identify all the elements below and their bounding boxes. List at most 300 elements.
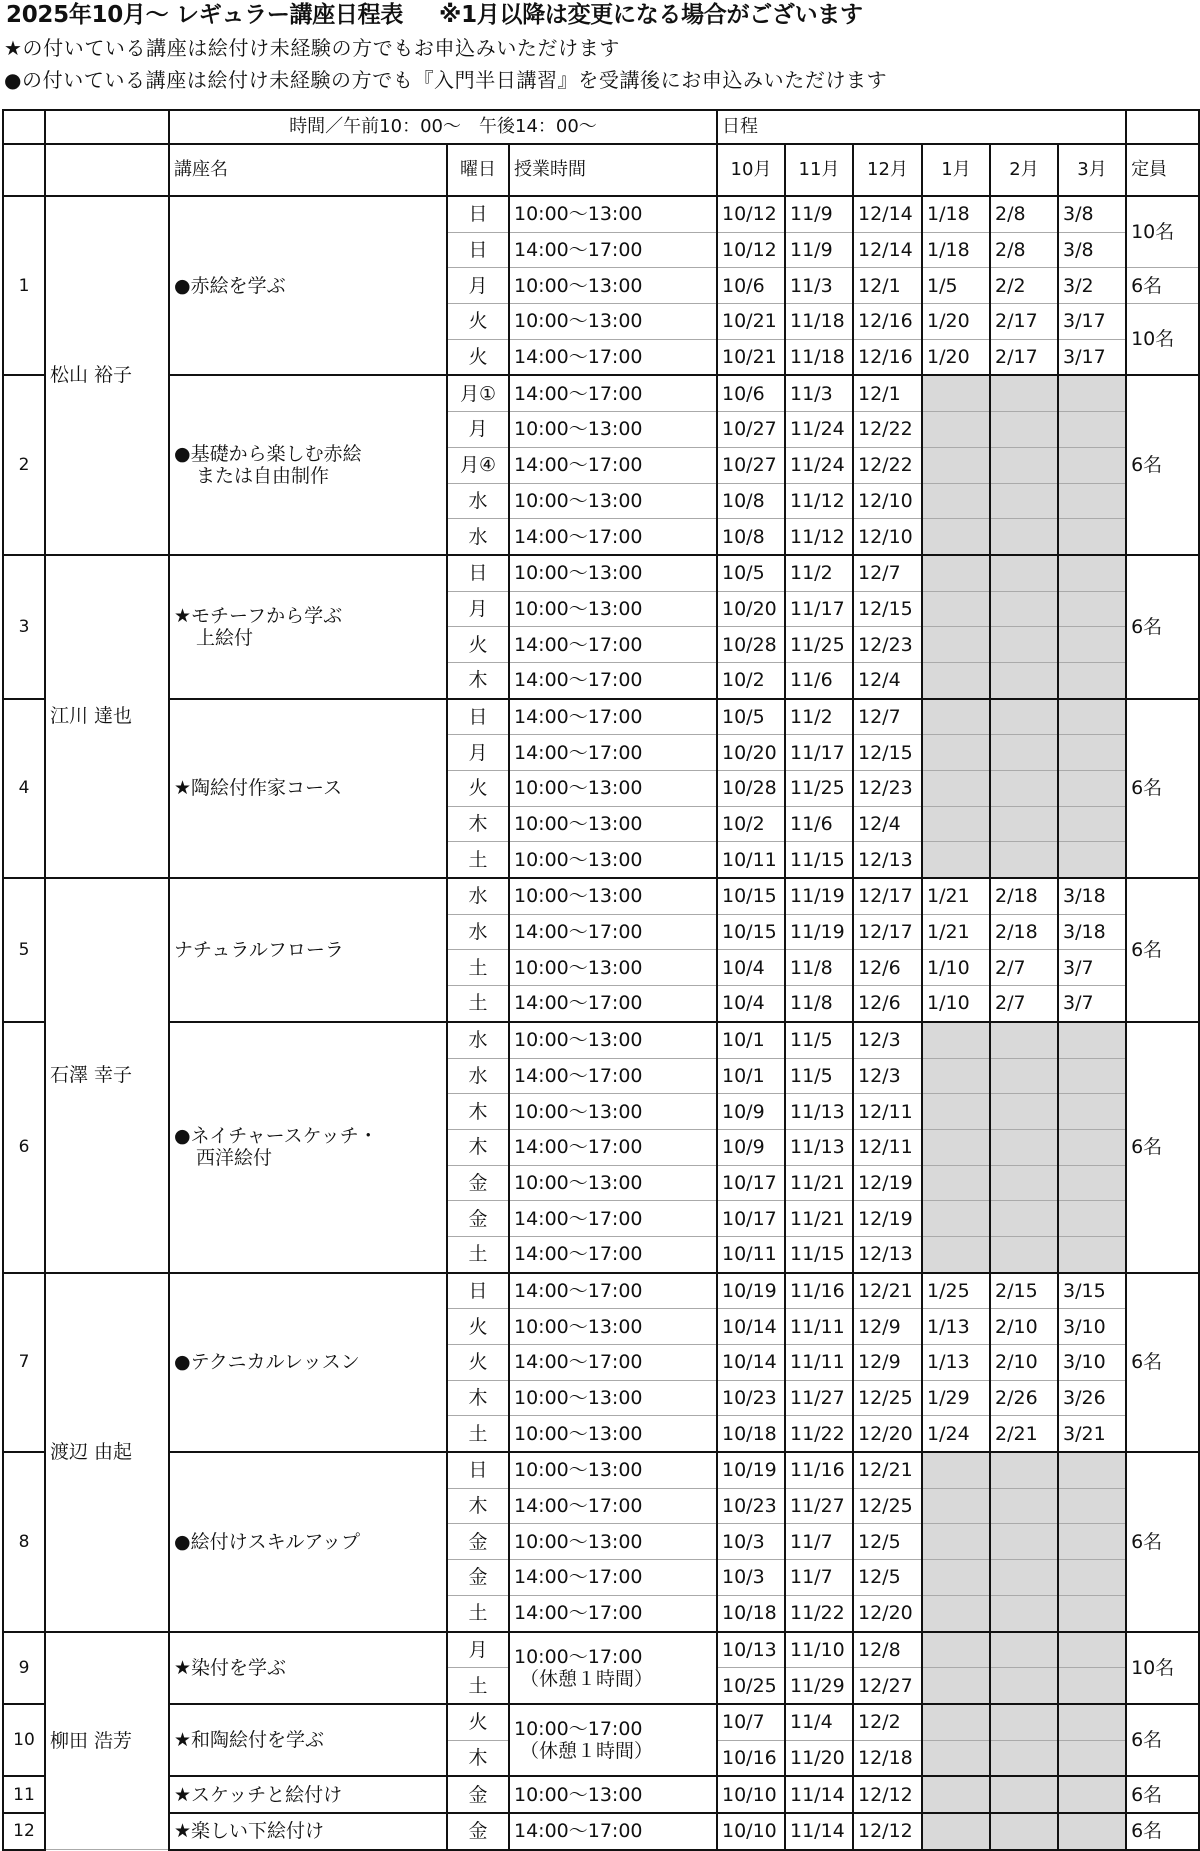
class-time: 14:00～17:00 xyxy=(509,1201,717,1237)
class-time: 10:00～13:00 xyxy=(509,1776,717,1813)
date-cell-empty xyxy=(1058,591,1126,627)
date-cell-empty xyxy=(922,806,990,842)
course-name xyxy=(169,375,447,554)
date-cell-empty xyxy=(922,591,990,627)
class-time: 10:00～13:00 xyxy=(509,771,717,807)
date-cell-empty xyxy=(1058,1632,1126,1668)
date-cell: 12/5 xyxy=(853,1524,922,1560)
class-time-line: （休憩１時間） xyxy=(520,1667,654,1690)
date-cell-empty xyxy=(922,1488,990,1524)
date-cell: 11/22 xyxy=(785,1595,853,1631)
date-cell: 11/4 xyxy=(785,1704,853,1740)
class-time: 10:00～13:00 xyxy=(509,1452,717,1488)
date-cell: 3/10 xyxy=(1058,1309,1126,1345)
date-cell: 12/18 xyxy=(853,1740,922,1776)
date-cell: 2/2 xyxy=(990,268,1058,304)
date-cell-empty xyxy=(990,483,1058,519)
date-cell: 10/2 xyxy=(717,662,785,698)
date-cell-empty xyxy=(922,1704,990,1740)
capacity: 10名 xyxy=(1126,304,1199,376)
capacity: 6名 xyxy=(1126,1273,1199,1452)
weekday: 火 xyxy=(447,1309,509,1345)
date-cell-empty xyxy=(990,1560,1058,1596)
weekday: 金 xyxy=(447,1813,509,1850)
teacher-name: 江川 達也 xyxy=(45,555,169,878)
date-cell-empty xyxy=(1058,1129,1126,1165)
course-name-line: ●赤絵を学ぶ xyxy=(174,274,286,297)
class-time: 14:00～17:00 xyxy=(509,735,717,771)
date-cell: 12/11 xyxy=(853,1094,922,1130)
course-number: 11 xyxy=(3,1776,45,1813)
date-cell: 1/10 xyxy=(922,986,990,1022)
date-cell: 11/15 xyxy=(785,1236,853,1272)
weekday: 土 xyxy=(447,986,509,1022)
weekday: 火 xyxy=(447,1704,509,1740)
class-time: 14:00～17:00 xyxy=(509,1813,717,1850)
date-cell-empty xyxy=(1058,1524,1126,1560)
date-cell-empty xyxy=(922,1094,990,1130)
weekday: 月④ xyxy=(447,447,509,483)
weekday: 土 xyxy=(447,842,509,878)
date-cell: 12/15 xyxy=(853,591,922,627)
course-number: 12 xyxy=(3,1813,45,1850)
date-cell: 10/5 xyxy=(717,555,785,591)
course-name xyxy=(169,1632,447,1704)
course-name-line: 上絵付 xyxy=(196,626,254,649)
class-time: 10:00～13:00 xyxy=(509,950,717,986)
date-cell-empty xyxy=(990,375,1058,411)
date-cell-empty xyxy=(990,1452,1058,1488)
date-cell-empty xyxy=(990,1058,1058,1094)
class-time: 10:00～13:00 xyxy=(509,1022,717,1058)
date-cell: 10/18 xyxy=(717,1416,785,1452)
date-cell: 12/6 xyxy=(853,950,922,986)
class-time: 10:00～13:00 xyxy=(509,555,717,591)
course-name xyxy=(169,1452,447,1631)
class-time: 14:00～17:00 xyxy=(509,1058,717,1094)
date-cell: 11/25 xyxy=(785,627,853,663)
date-cell-empty xyxy=(922,1058,990,1094)
weekday: 金 xyxy=(447,1201,509,1237)
class-time: 14:00～17:00 xyxy=(509,447,717,483)
date-cell: 3/17 xyxy=(1058,304,1126,340)
date-cell: 10/15 xyxy=(717,914,785,950)
class-time: 14:00～17:00 xyxy=(509,986,717,1022)
weekday: 日 xyxy=(447,1452,509,1488)
date-cell: 12/9 xyxy=(853,1309,922,1345)
class-time: 14:00～17:00 xyxy=(509,1595,717,1631)
weekday: 水 xyxy=(447,878,509,914)
weekday: 金 xyxy=(447,1560,509,1596)
date-cell: 12/4 xyxy=(853,662,922,698)
date-cell: 10/9 xyxy=(717,1094,785,1130)
date-cell-empty xyxy=(922,1201,990,1237)
date-cell-empty xyxy=(922,1632,990,1668)
schedule-row xyxy=(3,1452,1199,1488)
date-cell: 12/13 xyxy=(853,1236,922,1272)
date-cell: 3/8 xyxy=(1058,196,1126,232)
date-cell-empty xyxy=(922,1776,990,1813)
date-cell-empty xyxy=(990,1129,1058,1165)
date-cell-empty xyxy=(922,1813,990,1850)
date-cell: 11/17 xyxy=(785,735,853,771)
class-time: 14:00～17:00 xyxy=(509,1488,717,1524)
course-name-line: ●基礎から楽しむ赤絵 xyxy=(174,443,362,466)
date-cell: 12/12 xyxy=(853,1813,922,1850)
weekday: 日 xyxy=(447,232,509,268)
schedule-row xyxy=(3,375,1199,411)
date-cell-empty xyxy=(990,519,1058,555)
date-cell-empty xyxy=(990,771,1058,807)
course-number: 5 xyxy=(3,878,45,1022)
teacher-name: 柳田 浩芳 xyxy=(45,1632,169,1850)
date-cell: 12/21 xyxy=(853,1273,922,1309)
class-time-line: 10:00～17:00 xyxy=(514,1645,643,1668)
date-cell-empty xyxy=(922,1129,990,1165)
date-cell: 11/18 xyxy=(785,339,853,375)
date-cell: 10/8 xyxy=(717,519,785,555)
date-cell: 11/12 xyxy=(785,483,853,519)
course-number: 4 xyxy=(3,699,45,878)
weekday: 月 xyxy=(447,412,509,448)
teacher-name: 松山 裕子 xyxy=(45,196,169,555)
date-cell: 12/21 xyxy=(853,1452,922,1488)
weekday: 火 xyxy=(447,304,509,340)
date-cell: 12/4 xyxy=(853,806,922,842)
date-cell: 11/22 xyxy=(785,1416,853,1452)
date-cell: 10/14 xyxy=(717,1345,785,1381)
weekday: 木 xyxy=(447,1094,509,1130)
date-cell: 11/12 xyxy=(785,519,853,555)
date-cell-empty xyxy=(990,1668,1058,1704)
title-main: 2025年10月～ レギュラー講座日程表 xyxy=(6,2,404,28)
date-cell-empty xyxy=(990,1236,1058,1272)
date-cell: 12/17 xyxy=(853,914,922,950)
date-cell-empty xyxy=(990,1488,1058,1524)
note-star: ★の付いている講座は絵付け未経験の方でもお申込みいただけます xyxy=(4,36,620,60)
date-cell-empty xyxy=(990,447,1058,483)
date-cell: 1/13 xyxy=(922,1345,990,1381)
date-cell-empty xyxy=(1058,806,1126,842)
schedule-row xyxy=(3,878,1199,914)
weekday: 水 xyxy=(447,519,509,555)
date-cell-empty xyxy=(1058,627,1126,663)
date-cell: 3/26 xyxy=(1058,1380,1126,1416)
course-name-line: ★スケッチと絵付け xyxy=(174,1783,343,1806)
date-cell: 12/7 xyxy=(853,555,922,591)
schedule-row xyxy=(3,1022,1199,1058)
weekday: 月 xyxy=(447,735,509,771)
date-cell: 3/2 xyxy=(1058,268,1126,304)
course-name-line: 西洋絵付 xyxy=(196,1147,273,1170)
course-name-header: 講座名 xyxy=(169,144,447,196)
date-cell-empty xyxy=(1058,519,1126,555)
course-name xyxy=(169,1022,447,1273)
month-header: 10月 xyxy=(717,144,785,196)
course-number: 10 xyxy=(3,1704,45,1776)
date-cell: 11/3 xyxy=(785,268,853,304)
weekday: 日 xyxy=(447,196,509,232)
date-cell: 12/15 xyxy=(853,735,922,771)
date-cell: 12/8 xyxy=(853,1632,922,1668)
weekday: 日 xyxy=(447,1273,509,1309)
class-time: 14:00～17:00 xyxy=(509,232,717,268)
date-cell: 10/10 xyxy=(717,1813,785,1850)
date-cell-empty xyxy=(922,1668,990,1704)
weekday: 木 xyxy=(447,806,509,842)
date-cell-empty xyxy=(990,735,1058,771)
date-cell: 10/10 xyxy=(717,1776,785,1813)
class-time-line: （休憩１時間） xyxy=(520,1740,654,1763)
weekday: 金 xyxy=(447,1165,509,1201)
course-name-line: ★染付を学ぶ xyxy=(174,1656,287,1679)
date-cell-empty xyxy=(1058,1201,1126,1237)
header-blank-teacher xyxy=(45,110,169,144)
date-cell: 2/17 xyxy=(990,304,1058,340)
weekday: 火 xyxy=(447,1345,509,1381)
date-cell: 10/21 xyxy=(717,339,785,375)
date-cell: 12/14 xyxy=(853,196,922,232)
date-cell-empty xyxy=(990,1632,1058,1668)
date-cell-empty xyxy=(990,1740,1058,1776)
date-cell: 11/8 xyxy=(785,950,853,986)
weekday: 水 xyxy=(447,914,509,950)
date-cell-empty xyxy=(990,662,1058,698)
weekday: 日 xyxy=(447,555,509,591)
date-cell: 12/16 xyxy=(853,304,922,340)
weekday: 水 xyxy=(447,483,509,519)
date-cell: 10/1 xyxy=(717,1058,785,1094)
course-number: 8 xyxy=(3,1452,45,1631)
capacity: 6名 xyxy=(1126,555,1199,699)
date-cell: 12/23 xyxy=(853,627,922,663)
class-time: 10:00～13:00 xyxy=(509,1309,717,1345)
date-cell-empty xyxy=(1058,1236,1126,1272)
date-cell-empty xyxy=(990,1201,1058,1237)
date-cell: 11/6 xyxy=(785,806,853,842)
weekday: 水 xyxy=(447,1022,509,1058)
weekday: 月 xyxy=(447,1632,509,1668)
course-name xyxy=(169,878,447,1022)
date-cell: 10/7 xyxy=(717,1704,785,1740)
teacher-name: 石澤 幸子 xyxy=(45,878,169,1273)
course-name xyxy=(169,1813,447,1850)
capacity-header: 定員 xyxy=(1126,144,1199,196)
date-cell: 11/21 xyxy=(785,1201,853,1237)
class-time: 10:00～13:00 xyxy=(509,878,717,914)
date-cell: 11/17 xyxy=(785,591,853,627)
date-cell: 1/18 xyxy=(922,196,990,232)
date-cell-empty xyxy=(990,1524,1058,1560)
date-cell: 12/2 xyxy=(853,1704,922,1740)
date-cell: 10/20 xyxy=(717,591,785,627)
date-cell: 10/4 xyxy=(717,950,785,986)
date-cell: 10/14 xyxy=(717,1309,785,1345)
course-name xyxy=(169,699,447,878)
date-cell: 10/11 xyxy=(717,842,785,878)
class-time: 14:00～17:00 xyxy=(509,1236,717,1272)
date-cell-empty xyxy=(990,591,1058,627)
class-time: 14:00～17:00 xyxy=(509,914,717,950)
date-cell: 11/29 xyxy=(785,1668,853,1704)
date-cell-empty xyxy=(1058,1165,1126,1201)
date-cell-empty xyxy=(990,842,1058,878)
date-cell-empty xyxy=(922,842,990,878)
course-number: 7 xyxy=(3,1273,45,1452)
date-cell-empty xyxy=(922,771,990,807)
schedule-row xyxy=(3,1632,1199,1668)
date-cell: 12/27 xyxy=(853,1668,922,1704)
course-name-line: または自由制作 xyxy=(196,465,330,488)
course-name xyxy=(169,1273,447,1452)
class-time: 10:00～13:00 xyxy=(509,483,717,519)
class-time: 10:00～13:00 xyxy=(509,1165,717,1201)
date-cell: 10/4 xyxy=(717,986,785,1022)
date-cell: 12/25 xyxy=(853,1488,922,1524)
date-cell: 10/5 xyxy=(717,699,785,735)
date-cell-empty xyxy=(1058,1776,1126,1813)
date-cell: 10/6 xyxy=(717,268,785,304)
date-cell: 11/7 xyxy=(785,1524,853,1560)
date-cell: 1/20 xyxy=(922,339,990,375)
time-note-header: 時間／午前10：00～ 午後14：00～ xyxy=(169,110,717,144)
header-blank-teacher xyxy=(45,144,169,196)
weekday: 水 xyxy=(447,1058,509,1094)
weekday: 金 xyxy=(447,1524,509,1560)
date-cell-empty xyxy=(1058,375,1126,411)
date-cell: 12/25 xyxy=(853,1380,922,1416)
class-time: 14:00～17:00 xyxy=(509,627,717,663)
date-cell: 10/23 xyxy=(717,1380,785,1416)
date-cell-empty xyxy=(1058,555,1126,591)
date-cell: 2/10 xyxy=(990,1345,1058,1381)
class-time: 10:00～13:00 xyxy=(509,196,717,232)
date-cell: 11/16 xyxy=(785,1273,853,1309)
weekday: 木 xyxy=(447,1380,509,1416)
date-cell: 1/29 xyxy=(922,1380,990,1416)
date-cell: 1/18 xyxy=(922,232,990,268)
weekday: 火 xyxy=(447,339,509,375)
date-cell: 11/27 xyxy=(785,1380,853,1416)
date-cell: 10/28 xyxy=(717,771,785,807)
date-cell: 1/20 xyxy=(922,304,990,340)
course-number: 3 xyxy=(3,555,45,699)
date-cell: 11/9 xyxy=(785,196,853,232)
date-cell: 10/17 xyxy=(717,1201,785,1237)
date-cell: 10/8 xyxy=(717,483,785,519)
date-cell: 11/19 xyxy=(785,878,853,914)
teacher-name: 渡辺 由起 xyxy=(45,1273,169,1632)
date-cell-empty xyxy=(1058,483,1126,519)
class-time: 10:00～13:00 xyxy=(509,1416,717,1452)
weekday: 日 xyxy=(447,699,509,735)
date-cell-empty xyxy=(922,1022,990,1058)
course-name-line: ナチュラルフローラ xyxy=(174,938,344,961)
capacity: 6名 xyxy=(1126,1704,1199,1776)
date-cell: 10/16 xyxy=(717,1740,785,1776)
date-cell-empty xyxy=(922,699,990,735)
date-cell: 3/15 xyxy=(1058,1273,1126,1309)
date-cell-empty xyxy=(922,555,990,591)
date-cell: 11/5 xyxy=(785,1022,853,1058)
date-cell: 11/13 xyxy=(785,1129,853,1165)
date-cell-empty xyxy=(922,1524,990,1560)
weekday: 月① xyxy=(447,375,509,411)
class-time: 10:00～13:00 xyxy=(509,304,717,340)
date-cell-empty xyxy=(922,412,990,448)
month-header: 12月 xyxy=(853,144,922,196)
date-cell: 11/18 xyxy=(785,304,853,340)
date-cell: 2/15 xyxy=(990,1273,1058,1309)
date-cell: 1/25 xyxy=(922,1273,990,1309)
date-cell: 10/13 xyxy=(717,1632,785,1668)
date-cell: 10/3 xyxy=(717,1560,785,1596)
date-cell: 10/25 xyxy=(717,1668,785,1704)
weekday: 土 xyxy=(447,1668,509,1704)
date-cell: 11/13 xyxy=(785,1094,853,1130)
date-cell: 12/19 xyxy=(853,1201,922,1237)
date-cell-empty xyxy=(990,1776,1058,1813)
date-cell-empty xyxy=(1058,1058,1126,1094)
date-cell: 11/24 xyxy=(785,447,853,483)
weekday: 木 xyxy=(447,1740,509,1776)
date-cell: 2/8 xyxy=(990,232,1058,268)
date-cell: 10/12 xyxy=(717,196,785,232)
date-cell: 12/11 xyxy=(853,1129,922,1165)
date-cell-empty xyxy=(922,1560,990,1596)
date-cell: 3/7 xyxy=(1058,986,1126,1022)
month-header: 2月 xyxy=(990,144,1058,196)
date-cell-empty xyxy=(922,447,990,483)
class-time: 10:00～13:00 xyxy=(509,412,717,448)
header-row-2 xyxy=(3,144,1199,196)
date-cell: 10/6 xyxy=(717,375,785,411)
date-cell: 2/7 xyxy=(990,986,1058,1022)
date-cell: 12/23 xyxy=(853,771,922,807)
date-cell: 1/10 xyxy=(922,950,990,986)
schedule-row xyxy=(3,1776,1199,1813)
date-cell-empty xyxy=(990,1704,1058,1740)
course-number: 1 xyxy=(3,196,45,375)
class-time: 14:00～17:00 xyxy=(509,1273,717,1309)
month-header: 3月 xyxy=(1058,144,1126,196)
date-cell: 12/20 xyxy=(853,1595,922,1631)
class-time: 10:00～13:00 xyxy=(509,591,717,627)
schedule-header: 日程 xyxy=(717,110,1126,144)
schedule-row xyxy=(3,1273,1199,1309)
date-cell-empty xyxy=(1058,1022,1126,1058)
course-name-line: ●テクニカルレッスン xyxy=(174,1351,360,1374)
course-name-line: ★陶絵付作家コース xyxy=(174,777,343,800)
date-cell: 12/3 xyxy=(853,1058,922,1094)
date-cell: 11/3 xyxy=(785,375,853,411)
weekday: 月 xyxy=(447,591,509,627)
date-cell: 12/5 xyxy=(853,1560,922,1596)
date-cell: 11/20 xyxy=(785,1740,853,1776)
weekday: 火 xyxy=(447,771,509,807)
date-cell: 10/27 xyxy=(717,447,785,483)
class-time: 14:00～17:00 xyxy=(509,699,717,735)
date-cell-empty xyxy=(1058,1094,1126,1130)
date-cell: 10/11 xyxy=(717,1236,785,1272)
course-name-line: ★モチーフから学ぶ xyxy=(174,604,343,627)
date-cell-empty xyxy=(922,735,990,771)
capacity: 6名 xyxy=(1126,375,1199,554)
class-time: 10:00～13:00 xyxy=(509,1380,717,1416)
date-cell: 12/10 xyxy=(853,483,922,519)
date-cell: 10/27 xyxy=(717,412,785,448)
date-cell: 12/22 xyxy=(853,447,922,483)
